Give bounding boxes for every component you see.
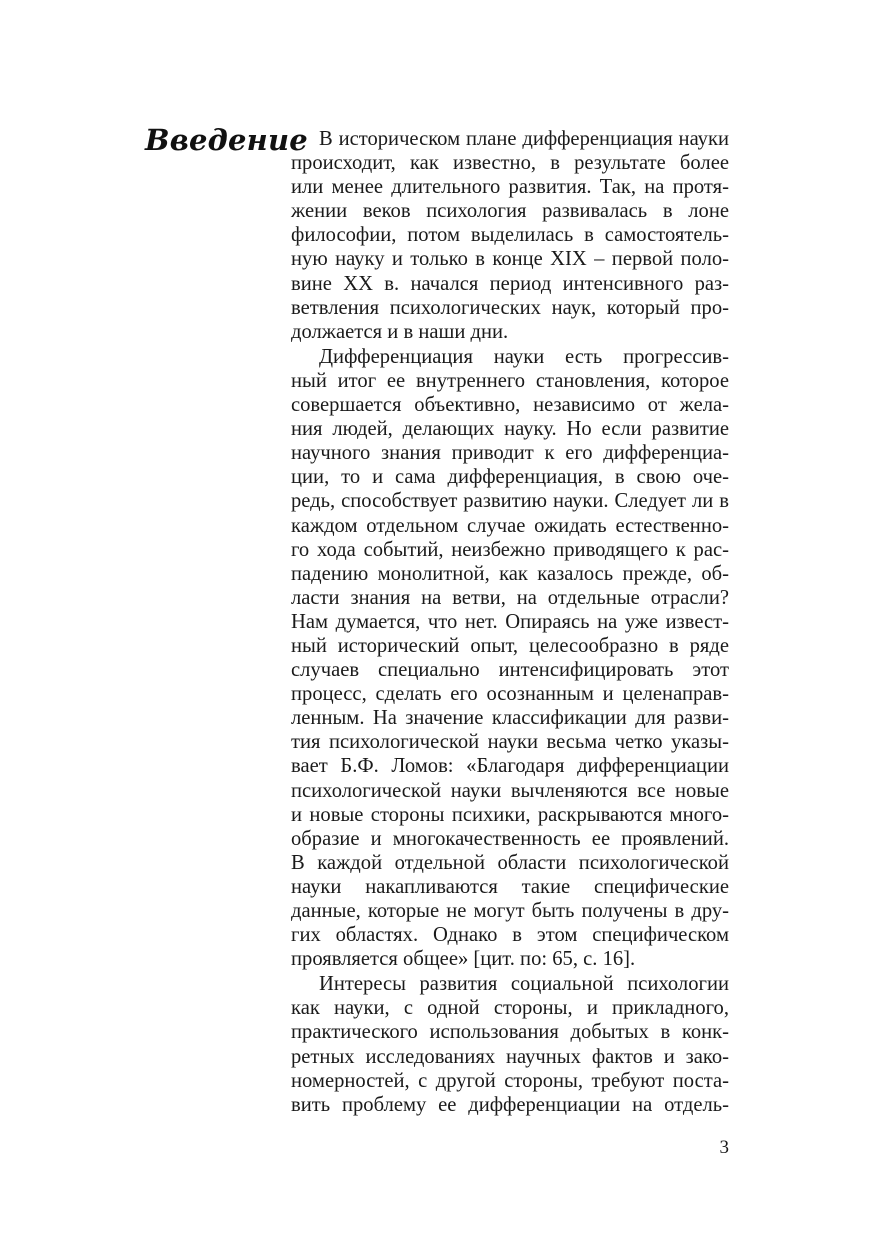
text-line: каждом отдельном случае ожидать естественно- (291, 514, 729, 537)
text-line: В каждой отдельной области психологической (291, 851, 729, 874)
text-line: ния людей, делающих науку. Но если развитие (291, 418, 729, 441)
text-line: ретных исследованиях научных фактов и зако- (291, 1045, 729, 1068)
text-line: процесс, сделать его осознанным и целенаправ- (291, 683, 729, 706)
text-line: номерностей, с другой стороны, требуют поста- (291, 1069, 729, 1092)
text-line: вине XX в. начался период интенсивного раз- (291, 272, 729, 295)
text-line: ный исторический опыт, целесообразно в ряде (291, 634, 729, 657)
text-line: научного знания приводит к его дифференциа- (291, 442, 729, 465)
text-line: вить проблему ее дифференциации на отдель- (291, 1093, 729, 1116)
text-line: падению монолитной, как казалось прежде, об- (291, 562, 729, 585)
text-line: ласти знания на ветви, на отдельные отрасли? (291, 586, 729, 609)
page-number: 3 (719, 1137, 729, 1158)
text-line: вает Б.Ф. Ломов: «Благодаря дифференциации (291, 755, 729, 778)
paragraph-2 (291, 345, 729, 971)
text-line: или менее длительного развития. Так, на протя- (291, 176, 729, 199)
section-heading: Введение (145, 123, 308, 157)
text-line: психологической науки вычленяются все новые (291, 779, 729, 802)
text-line: как науки, с одной стороны, и прикладного, (291, 997, 729, 1020)
text-line: В историческом плане дифференциация науки (319, 128, 729, 150)
text-line: совершается объективно, независимо от жела- (291, 394, 729, 417)
text-line: ветвления психологических наук, который про- (291, 296, 729, 319)
text-line: должается и в наши дни. (291, 320, 509, 343)
text-line: жении веков психология развивалась в лоне (291, 200, 729, 223)
text-line: Дифференциация науки есть прогрессив- (319, 345, 729, 368)
text-line: ленным. На значение классификации для разви- (291, 707, 729, 730)
text-line: случаев специально интенсифицировать этот (291, 659, 729, 682)
text-line: редь, способствует развитию науки. Следует ли в (291, 490, 729, 513)
text-line: Нам думается, что нет. Опираясь на уже извест- (291, 610, 729, 633)
paragraph-3 (291, 972, 729, 1117)
body-text (291, 127, 729, 1117)
text-line: образие и многокачественность ее проявлений. (291, 827, 729, 850)
text-line: ции, то и сама дифференциация, в свою оче- (291, 466, 729, 489)
text-line: тия психологической науки весьма четко указы- (291, 731, 729, 754)
text-line: философии, потом выделилась в самостоятель- (291, 224, 729, 247)
text-line: го хода событий, неизбежно приводящего к рас- (291, 538, 729, 561)
text-line: ный итог ее внутреннего становления, которое (291, 369, 729, 392)
text-line: практического использования добытых в конк- (291, 1021, 729, 1044)
text-line: происходит, как известно, в результате более (291, 152, 729, 175)
text-line: науки накапливаются такие специфические (291, 875, 729, 898)
text-line: проявляется общее» [цит. по: 65, с. 16]. (291, 948, 636, 971)
text-line: Интересы развития социальной психологии (319, 973, 729, 996)
paragraph-1 (291, 127, 729, 344)
text-line: гих областях. Однако в этом специфическом (291, 924, 729, 947)
text-line: и новые стороны психики, раскрываются много- (291, 803, 729, 826)
text-line: ную науку и только в конце XIX – первой поло- (291, 248, 729, 271)
text-line: данные, которые не могут быть получены в дру- (291, 900, 729, 922)
